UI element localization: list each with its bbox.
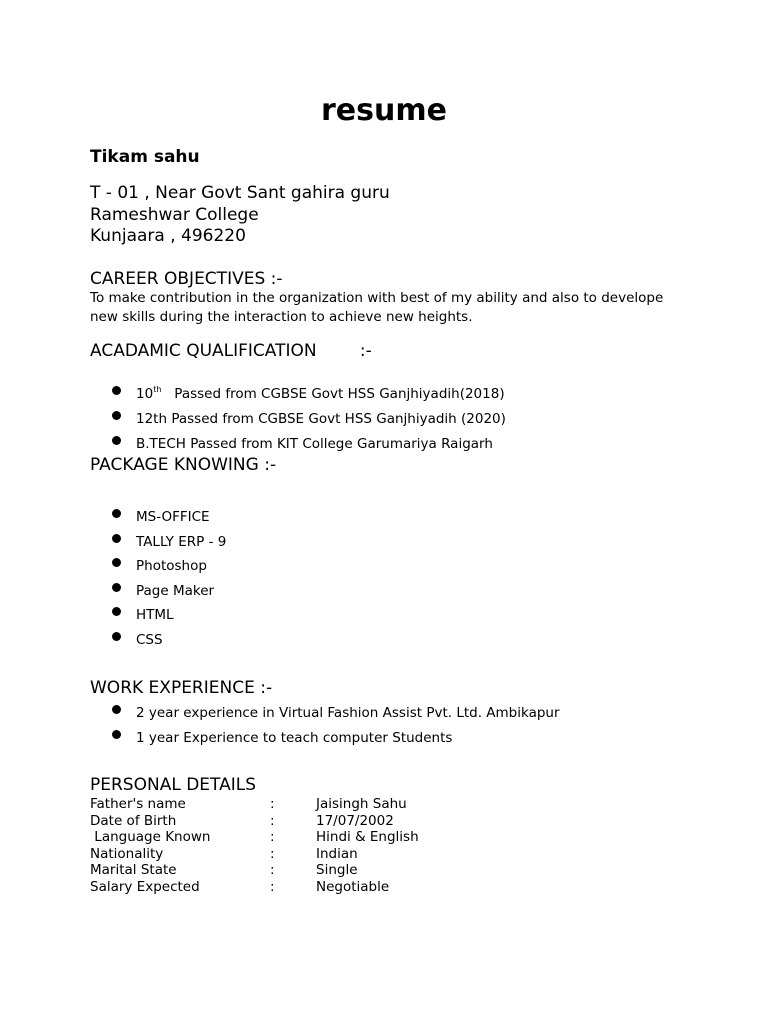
bullet-icon	[112, 730, 121, 739]
academic-item-sup: th	[153, 384, 162, 394]
detail-label: Father's name	[90, 796, 186, 812]
detail-value: Single	[316, 862, 358, 878]
address-block	[90, 183, 390, 248]
list-item	[110, 508, 226, 526]
detail-label: Marital State	[90, 862, 177, 878]
detail-separator: :	[270, 878, 275, 895]
package-item: CSS	[136, 631, 163, 648]
detail-separator: :	[270, 829, 275, 845]
package-item: MS-OFFICE	[136, 509, 210, 525]
bullet-icon	[112, 386, 121, 395]
bullet-icon	[112, 607, 121, 616]
list-item	[110, 606, 226, 624]
bullet-icon	[112, 705, 121, 714]
package-item: Page Maker	[136, 582, 215, 599]
bullet-icon	[112, 632, 121, 641]
detail-separator: :	[270, 796, 275, 812]
bullet-icon	[112, 558, 121, 567]
list-item	[110, 533, 226, 551]
package-list	[110, 508, 226, 649]
list-item	[110, 410, 506, 428]
list-item	[110, 582, 226, 600]
bullet-icon	[112, 436, 121, 445]
detail-label: Date of Birth	[90, 812, 177, 829]
academic-item-num: 10	[136, 386, 154, 402]
document-title: resume	[321, 93, 447, 128]
work-list	[110, 704, 560, 747]
academic-item-text: 12th Passed from CGBSE Govt HSS Ganjhiyadih (2020)	[136, 411, 506, 427]
address-line: T - 01 , Near Govt Sant gahira guru	[90, 183, 390, 203]
academic-item-text: Passed from CGBSE Govt HSS Ganjhiyadih(2018)	[161, 386, 505, 402]
bullet-icon	[112, 534, 121, 543]
list-item	[110, 435, 506, 453]
work-experience-heading: WORK EXPERIENCE :-	[90, 678, 273, 698]
detail-label: Nationality	[90, 845, 164, 862]
candidate-name: Tikam sahu	[90, 147, 200, 167]
career-objectives-text: To make contribution in the organization with best of my ability and also to develope new skills during the interaction to achieve new heights.	[90, 290, 664, 325]
detail-value: Negotiable	[316, 878, 390, 895]
detail-value: Indian	[316, 845, 358, 862]
detail-separator: :	[270, 812, 275, 829]
bullet-icon	[112, 411, 121, 420]
list-item	[110, 729, 560, 747]
bullet-icon	[112, 583, 121, 592]
academic-item-text: B.TECH Passed from KIT College Garumariya Raigarh	[136, 436, 493, 452]
list-item	[110, 631, 226, 649]
academic-qualification-heading: ACADAMIC QUALIFICATION :-	[90, 341, 372, 361]
package-knowing-heading: PACKAGE KNOWING :-	[90, 455, 277, 475]
detail-value: 17/07/2002	[316, 812, 394, 829]
detail-separator: :	[270, 862, 275, 878]
list-item	[110, 704, 560, 722]
list-item	[110, 385, 506, 403]
address-line: Kunjaara , 496220	[90, 226, 246, 246]
package-item: TALLY ERP - 9	[136, 533, 227, 550]
bullet-icon	[112, 509, 121, 518]
detail-separator: :	[270, 845, 275, 862]
academic-list	[110, 385, 506, 453]
list-item	[110, 557, 226, 575]
career-objectives-heading: CAREER OBJECTIVES :-	[90, 269, 283, 289]
package-item: HTML	[136, 607, 174, 624]
personal-details-heading: PERSONAL DETAILS	[90, 775, 256, 795]
detail-value: Hindi & English	[316, 829, 419, 845]
detail-value: Jaisingh Sahu	[316, 796, 407, 812]
address-line: Rameshwar College	[90, 204, 259, 225]
package-item: Photoshop	[136, 558, 207, 575]
detail-label: Salary Expected	[90, 878, 200, 895]
work-item: 1 year Experience to teach computer Students	[136, 730, 453, 746]
work-item: 2 year experience in Virtual Fashion Assist Pvt. Ltd. Ambikapur	[136, 705, 560, 721]
detail-label: Language Known	[90, 829, 211, 845]
